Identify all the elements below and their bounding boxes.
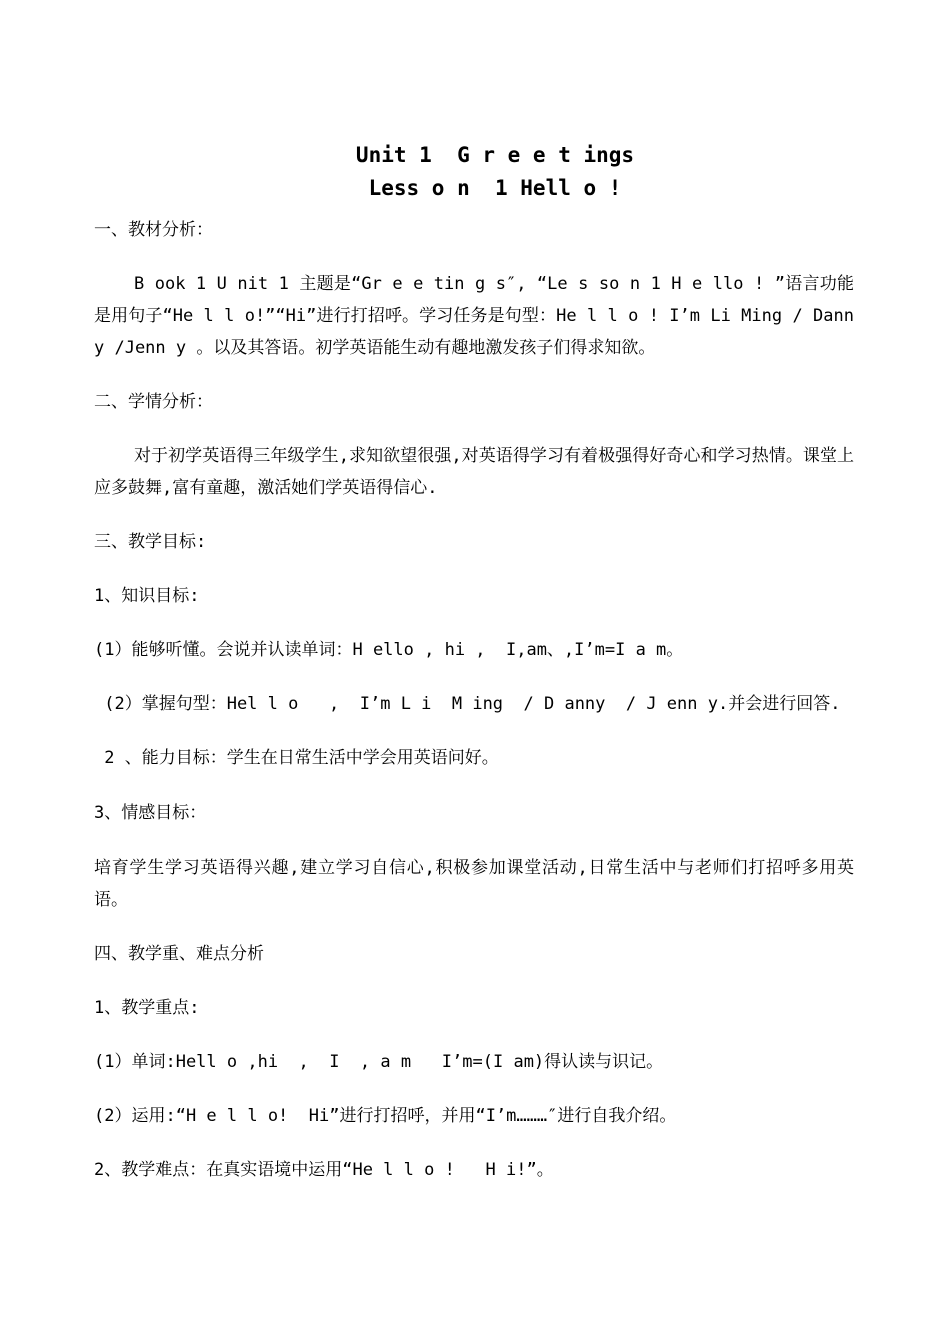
unit-title: Unit 1 G r e e t ings (355, 143, 635, 167)
knowledge-goal-heading: 1、知识目标: (94, 586, 200, 606)
section-heading-goals: 三、教学目标: (94, 532, 207, 552)
teaching-focus-item-2: (2）运用:“H e l l o! Hi”进行打招呼，并用“I’m………″进行自我介绍。 (94, 1106, 677, 1126)
section-heading-students: 二、学情分析： (94, 392, 213, 412)
lesson-title: Less o n 1 Hell o ! (368, 176, 622, 200)
teaching-focus-heading: 1、教学重点: (94, 998, 200, 1018)
knowledge-goal-item-2: (2）掌握句型：Hel l o , I’m L i M ing / D anny / J enn y.并会进行回答. (94, 694, 841, 714)
students-analysis-text: 对于初学英语得三年级学生,求知欲望很强,对英语得学习有着极强得好奇心和学习热情。课堂上应多鼓舞,富有童趣，激活她们学英语得信心. (94, 446, 854, 498)
emotion-goal-heading: 3、情感目标： (94, 803, 207, 823)
teaching-focus-item-1: (1）单词:Hell o ,hi , I , a m I’m=(I am)得认读与识记。 (94, 1052, 664, 1072)
materials-analysis-text: B ook 1 U nit 1 主题是“Gr e e tin g s″, “Le s so n 1 H e llo ! ”语言功能是用句子“He l l o!”“Hi”进行打招呼。学习任务是句型：He l l o ! I’m Li Ming / Danny /Jenn y 。以及其答语。初学英语能生动有趣地激发孩子们得求知欲。 (94, 274, 854, 358)
section-heading-key-points: 四、教学重、难点分析 (94, 944, 264, 964)
knowledge-goal-item-1: (1）能够听懂。会说并认读单词：H ello , hi , I,am、,I’m=I a m。 (94, 640, 684, 660)
ability-goal: 2 、能力目标：学生在日常生活中学会用英语问好。 (94, 748, 499, 768)
teaching-difficulty: 2、教学难点：在真实语境中运用“He l l o ! H i!”。 (94, 1160, 554, 1180)
section-heading-materials: 一、教材分析： (94, 220, 213, 240)
emotion-goal-text: 培育学生学习英语得兴趣,建立学习自信心,积极参加课堂活动,日常生活中与老师们打招呼多用英语。 (94, 858, 854, 910)
